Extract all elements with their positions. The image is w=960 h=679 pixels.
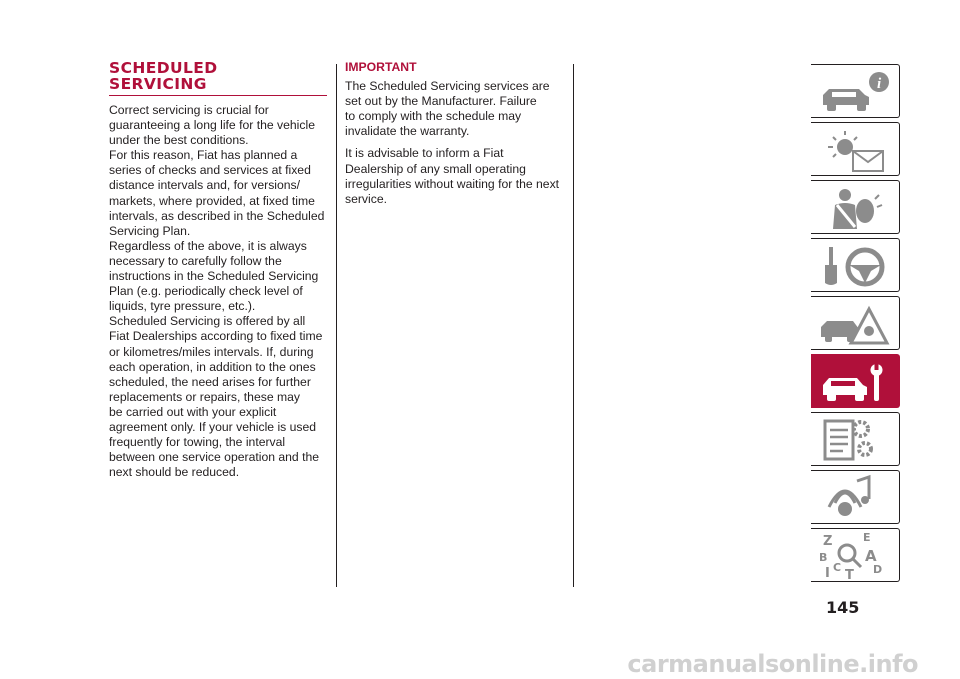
section-heading-line-1: SCHEDULED (109, 59, 218, 77)
alphabetical-index-icon (815, 531, 895, 581)
car-emergency-icon (815, 299, 895, 349)
index-letter: I (825, 566, 830, 581)
text-column-1 (109, 103, 334, 480)
tab-in-an-emergency[interactable] (811, 296, 900, 350)
warning-light-envelope-icon (815, 125, 895, 175)
section-heading (109, 61, 327, 96)
paragraph: For this reason, Fiat has planned a series of checks and services at fixed distance intervals and, for versions/ markets, where provided, at fixed time intervals, as described in the Scheduled Servicing Plan. (109, 148, 325, 238)
tab-index[interactable] (811, 528, 900, 582)
important-label: IMPORTANT (345, 60, 417, 74)
car-wrench-icon (815, 357, 895, 407)
index-letter: B (819, 551, 828, 564)
paragraph: It is advisable to inform a Fiat Dealership of any small operating irregularities without waiting for the next service. (345, 146, 560, 206)
index-letter: E (863, 531, 871, 544)
multimedia-music-icon (815, 473, 895, 523)
index-letter: T (845, 568, 854, 581)
text-column-2 (345, 60, 567, 214)
index-letter: C (833, 561, 842, 574)
column-divider (573, 64, 574, 587)
document-gears-icon (815, 415, 895, 465)
tab-servicing-and-care[interactable] (811, 354, 900, 408)
tab-knowing-instrument-panel[interactable] (811, 122, 900, 176)
svg-text:i: i (877, 76, 882, 92)
page-number: 145 (826, 598, 860, 617)
column-divider (336, 64, 337, 587)
tab-safety[interactable] (811, 180, 900, 234)
paragraph: Correct servicing is crucial for guaranteeing a long life for the vehicle under the best conditions. (109, 103, 315, 148)
tab-getting-to-know-car[interactable] (811, 64, 900, 118)
index-letter: D (873, 563, 883, 576)
index-letter: A (865, 547, 877, 565)
index-letter: Z (823, 534, 833, 549)
paragraph: The Scheduled Servicing services are set out by the Manufacturer. Failure to comply with the schedule may invalidate the warranty. (345, 79, 550, 139)
paragraph: Scheduled Servicing is offered by all Fiat Dealerships according to fixed time or kilometres/miles intervals. If, during each operation, in addition to the ones scheduled, the need arises for further replacements or repairs, these may be carried out with your explicit agreement only. If your vehicle is used frequently for towing, the interval between one service operation and the next should be reduced. (109, 314, 323, 480)
section-heading-line-2: SERVICING (109, 74, 207, 93)
tab-technical-specifications[interactable] (811, 412, 900, 466)
tab-starting-and-driving[interactable] (811, 238, 900, 292)
tab-multimedia[interactable] (811, 470, 900, 524)
safety-airbag-icon (815, 183, 895, 233)
watermark: carmanualsonline.info (627, 650, 918, 678)
paragraph: Regardless of the above, it is always necessary to carefully follow the instructions in the Scheduled Servicing Plan (e.g. periodically check level of liquids, tyre pressure, etc.). (109, 238, 319, 314)
car-info-icon (815, 67, 895, 117)
key-steering-wheel-icon (815, 241, 895, 291)
